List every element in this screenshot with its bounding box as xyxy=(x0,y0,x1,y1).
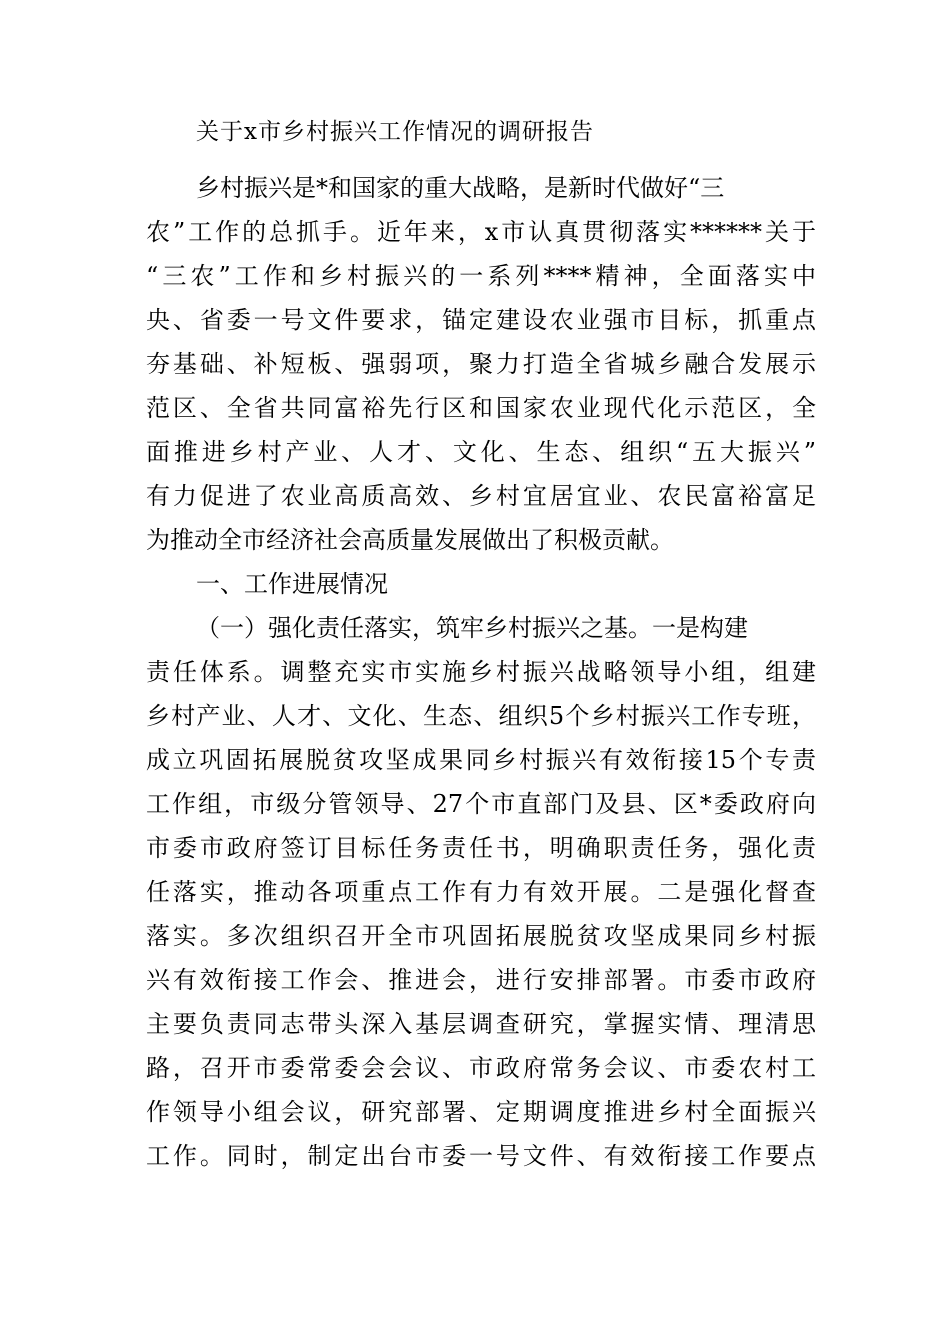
section-heading: 一、工作进展情况 xyxy=(196,570,388,598)
paragraph-line: 成立巩固拓展脱贫攻坚成果同乡村振兴有效衔接15个专责 xyxy=(146,746,816,774)
paragraph-line: 工作。同时，制定出台市委一号文件、有效衔接工作要点 xyxy=(146,1142,816,1170)
paragraph-line: 兴有效衔接工作会、推进会，进行安排部署。市委市政府 xyxy=(146,966,816,994)
paragraph-line: 范区、全省共同富裕先行区和国家农业现代化示范区，全 xyxy=(146,394,816,422)
paragraph-line: 为推动全市经济社会高质量发展做出了积极贡献。 xyxy=(146,526,674,554)
paragraph-line: “三农”工作和乡村振兴的一系列****精神，全面落实中 xyxy=(146,262,816,290)
paragraph-line: 面推进乡村产业、人才、文化、生态、组织“五大振兴” xyxy=(146,438,816,466)
paragraph-line: 责任体系。调整充实市实施乡村振兴战略领导小组，组建 xyxy=(146,658,816,686)
paragraph-line: 主要负责同志带头深入基层调查研究，掌握实情、理清思 xyxy=(146,1010,816,1038)
paragraph-line: 任落实，推动各项重点工作有力有效开展。二是强化督查 xyxy=(146,878,816,906)
paragraph-line: 市委市政府签订目标任务责任书，明确职责任务，强化责 xyxy=(146,834,816,862)
paragraph-line: 央、省委一号文件要求，锚定建设农业强市目标，抓重点 xyxy=(146,306,816,334)
paragraph-line: 农”工作的总抓手。近年来，x市认真贯彻落实******关于 xyxy=(146,218,816,246)
paragraph-line: 乡村振兴是*和国家的重大战略，是新时代做好“三 xyxy=(196,174,725,202)
paragraph-line: 路，召开市委常委会会议、市政府常务会议、市委农村工 xyxy=(146,1054,816,1082)
paragraph-line: （一）强化责任落实，筑牢乡村振兴之基。一是构建 xyxy=(196,614,748,642)
paragraph-line: 有力促进了农业高质高效、乡村宜居宜业、农民富裕富足 xyxy=(146,482,816,510)
paragraph-line: 落实。多次组织召开全市巩固拓展脱贫攻坚成果同乡村振 xyxy=(146,922,816,950)
document-title: 关于x市乡村振兴工作情况的调研报告 xyxy=(196,119,594,145)
paragraph-line: 作领导小组会议，研究部署、定期调度推进乡村全面振兴 xyxy=(146,1098,816,1126)
paragraph-line: 工作组，市级分管领导、27个市直部门及县、区*委政府向 xyxy=(146,790,816,818)
paragraph-line: 夯基础、补短板、强弱项，聚力打造全省城乡融合发展示 xyxy=(146,350,816,378)
paragraph-line: 乡村产业、人才、文化、生态、组织5个乡村振兴工作专班， xyxy=(146,702,816,730)
